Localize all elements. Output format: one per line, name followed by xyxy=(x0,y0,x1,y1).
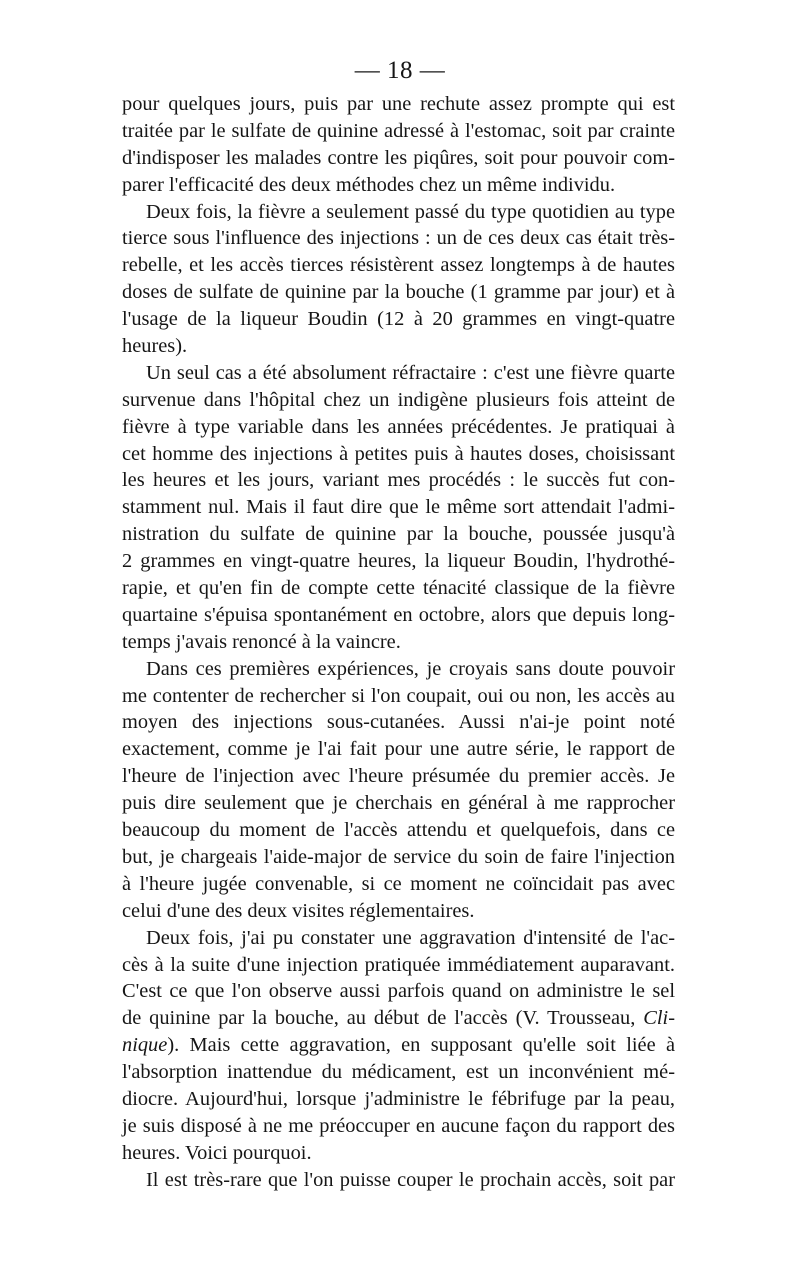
text-line: traitée par le sulfate de quinine adressé à l'estomac, soit par crainte xyxy=(122,119,675,142)
text-line: 2 grammes en vingt-quatre heures, la liqueur Boudin, l'hydrothé- xyxy=(122,550,675,573)
text-line: moyen des injections sous-cutanées. Aussi n'ai-je point noté xyxy=(122,711,675,734)
italic-reference: nique xyxy=(122,1034,168,1057)
text-line: d'indisposer les malades contre les piqûres, soit pour pouvoir com- xyxy=(122,146,675,169)
text-line: Un seul cas a été absolument réfractaire : c'est une fièvre quarte xyxy=(146,361,675,384)
text-line: C'est ce que l'on observe aussi parfois quand on administre le sel xyxy=(122,980,675,1003)
text-line: rapie, et qu'en fin de compte cette ténacité classique de la fièvre xyxy=(122,577,675,600)
italic-reference: Cli- xyxy=(643,1007,675,1030)
text-line: les heures et les jours, variant mes procédés : le succès fut con- xyxy=(122,469,675,492)
text-line: pour quelques jours, puis par une rechute assez prompte qui est xyxy=(122,93,675,115)
paragraph-1 xyxy=(122,91,675,199)
text-line: exactement, comme je l'ai fait pour une autre série, le rapport de xyxy=(122,738,675,761)
text-fragment: ). Mais cette aggravation, en supposant qu'elle soit liée à xyxy=(167,1034,675,1057)
text-fragment: de quinine par la bouche, au début de l'accès (V. Trousseau, xyxy=(122,1007,644,1030)
text-line: beaucoup du moment de l'accès attendu et quelquefois, dans ce xyxy=(122,819,675,842)
page-number: — 18 — xyxy=(354,57,446,84)
text-line: temps j'avais renoncé à la vaincre. xyxy=(122,630,401,653)
text-line: l'usage de la liqueur Boudin (12 à 20 grammes en vingt-quatre xyxy=(122,308,675,331)
text-line xyxy=(122,1032,675,1059)
text-line: Dans ces premières expériences, je croyais sans doute pouvoir xyxy=(146,657,675,680)
text-line: cet homme des injections à petites puis à hautes doses, choisissant xyxy=(122,442,675,465)
paragraph-6 xyxy=(122,1167,675,1194)
text-line: celui d'une des deux visites réglementaires. xyxy=(122,899,475,922)
text-line: diocre. Aujourd'hui, lorsque j'administre le fébrifuge par la peau, xyxy=(122,1087,675,1110)
text-line: heures. Voici pourquoi. xyxy=(122,1141,312,1164)
text-line: me contenter de rechercher si l'on coupait, oui ou non, les accès au xyxy=(122,684,675,707)
paragraph-5 xyxy=(122,925,675,1167)
paragraph-4 xyxy=(122,656,675,925)
text-line: rebelle, et les accès tierces résistèrent assez longtemps à de hautes xyxy=(122,254,675,277)
text-line: Deux fois, j'ai pu constater une aggravation d'intensité de l'ac- xyxy=(146,926,675,949)
text-line: l'heure de l'injection avec l'heure présumée du premier accès. Je xyxy=(122,765,675,788)
text-line: survenue dans l'hôpital chez un indigène plusieurs fois atteint de xyxy=(122,388,675,411)
paragraph-3 xyxy=(122,360,675,656)
text-line: stamment nul. Mais il faut dire que le même sort attendait l'admi- xyxy=(122,496,675,519)
body-text xyxy=(122,91,675,1194)
text-line: nistration du sulfate de quinine par la bouche, poussée jusqu'à xyxy=(122,523,675,546)
text-line: doses de sulfate de quinine par la bouche (1 gramme par jour) et à xyxy=(122,281,675,304)
text-line: puis dire seulement que je cherchais en général à me rapprocher xyxy=(122,792,675,815)
text-line xyxy=(122,1005,675,1032)
text-line: but, je chargeais l'aide-major de service du soin de faire l'injection xyxy=(122,845,675,868)
text-line: Il est très-rare que l'on puisse couper le prochain accès, soit par xyxy=(146,1168,675,1191)
text-line: à l'heure jugée convenable, si ce moment ne coïncidait pas avec xyxy=(122,872,675,895)
text-line: cès à la suite d'une injection pratiquée immédiatement auparavant. xyxy=(122,953,675,976)
text-line: parer l'efficacité des deux méthodes chez un même individu. xyxy=(122,173,616,196)
text-line: je suis disposé à ne me préoccuper en aucune façon du rapport des xyxy=(122,1114,675,1137)
text-line: l'absorption inattendue du médicament, est un inconvénient mé- xyxy=(122,1061,675,1084)
paragraph-2 xyxy=(122,199,675,360)
text-line: Deux fois, la fièvre a seulement passé du type quotidien au type xyxy=(146,200,675,223)
text-line: heures). xyxy=(122,335,188,358)
text-line: fièvre à type variable dans les années précédentes. Je pratiquai à xyxy=(122,415,675,438)
text-line: quartaine s'épuisa spontanément en octobre, alors que depuis long- xyxy=(122,603,675,626)
text-line: tierce sous l'influence des injections : un de ces deux cas était très- xyxy=(122,227,675,250)
